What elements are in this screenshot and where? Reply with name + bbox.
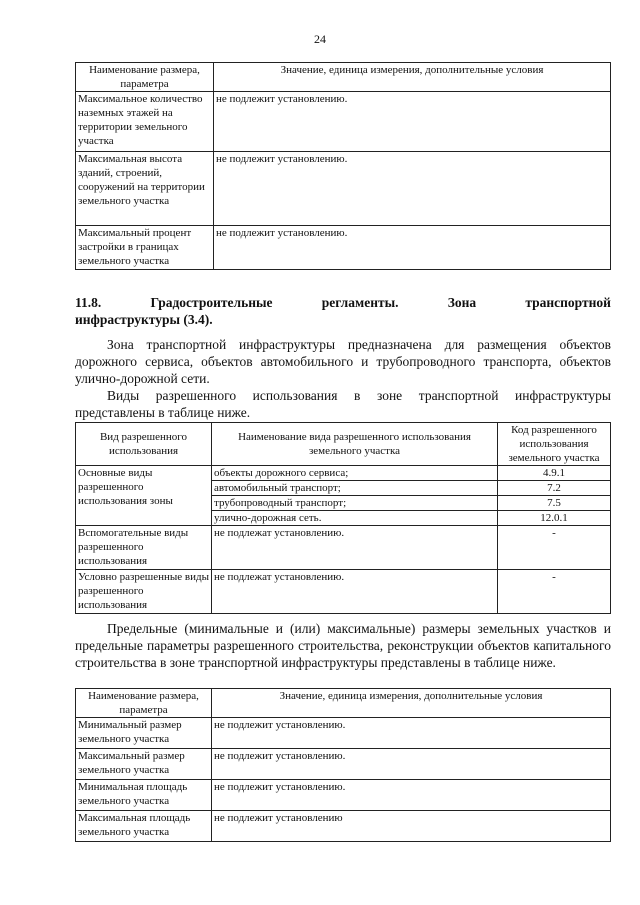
heading-line-2: инфраструктуры (3.4).	[75, 312, 213, 327]
param-value: не подлежит установлению	[212, 811, 611, 842]
intro-paragraphs	[75, 336, 611, 421]
param-value: не подлежит установлению.	[214, 92, 611, 152]
param-value: не подлежит установлению.	[212, 749, 611, 780]
use-code: 12.0.1	[498, 511, 611, 526]
header-cell: Значение, единица измерения, дополнительные условия	[214, 63, 611, 92]
table-row	[76, 152, 611, 226]
use-code: -	[498, 570, 611, 614]
paragraph: Предельные (минимальные и (или) максимальные) размеры земельных участков и предельные параметры разрешенного строительства, реконструкции объектов капитального строительства в зоне транспортной инфраструктуры представлены в таблице ниже.	[75, 621, 611, 670]
permitted-use-table	[75, 422, 611, 614]
limits-paragraph	[75, 620, 611, 671]
section-heading	[75, 294, 611, 328]
use-name: улично-дорожная сеть.	[212, 511, 498, 526]
table-header-row	[76, 63, 611, 92]
parameters-table-2	[75, 688, 611, 842]
table-row	[76, 780, 611, 811]
use-category: Основные виды разрешенного использования зоны	[76, 466, 212, 526]
table-row	[76, 749, 611, 780]
param-name: Максимальное количество наземных этажей на территории земельного участка	[76, 92, 214, 152]
param-name: Минимальная площадь земельного участка	[76, 780, 212, 811]
header-cell: Код разрешенного использования земельного участка	[498, 423, 611, 466]
param-value: не подлежит установлению.	[212, 780, 611, 811]
page-number: 24	[314, 32, 326, 46]
use-category: Вспомогательные виды разрешенного использования	[76, 526, 212, 570]
header-cell: Наименование вида разрешенного использования земельного участка	[212, 423, 498, 466]
param-name: Максимальная площадь земельного участка	[76, 811, 212, 842]
paragraph: Зона транспортной инфраструктуры предназначена для размещения объектов дорожного сервиса, объектов автомобильного и трубопроводного транспорта, объектов улично-дорожной сети.	[75, 337, 611, 386]
table-row	[76, 466, 611, 481]
table-row	[76, 811, 611, 842]
parameters-table-1	[75, 62, 611, 270]
use-name: объекты дорожного сервиса;	[212, 466, 498, 481]
header-cell: Наименование размера, параметра	[76, 63, 214, 92]
param-value: не подлежит установлению.	[214, 152, 611, 226]
table-header-row	[76, 689, 611, 718]
heading-word: 11.8.	[75, 295, 102, 310]
param-name: Максимальный процент застройки в границах земельного участка	[76, 226, 214, 270]
table-row	[76, 526, 611, 570]
param-value: не подлежит установлению.	[212, 718, 611, 749]
param-name: Максимальный размер земельного участка	[76, 749, 212, 780]
heading-word: Градостроительные	[150, 295, 273, 310]
use-code: 7.2	[498, 481, 611, 496]
param-name: Минимальный размер земельного участка	[76, 718, 212, 749]
table-row	[76, 718, 611, 749]
table-row	[76, 570, 611, 614]
header-cell: Значение, единица измерения, дополнительные условия	[212, 689, 611, 718]
table-row	[76, 92, 611, 152]
paragraph: Виды разрешенного использования в зоне транспортной инфраструктуры представлены в таблице ниже.	[75, 388, 611, 420]
use-name: автомобильный транспорт;	[212, 481, 498, 496]
header-cell: Наименование размера, параметра	[76, 689, 212, 718]
table-row	[76, 226, 611, 270]
use-code: 7.5	[498, 496, 611, 511]
table-header-row	[76, 423, 611, 466]
use-category: Условно разрешенные виды разрешенного использования	[76, 570, 212, 614]
param-value: не подлежит установлению.	[214, 226, 611, 270]
use-name: не подлежат установлению.	[212, 526, 498, 570]
header-cell: Вид разрешенного использования	[76, 423, 212, 466]
heading-word: регламенты.	[321, 295, 399, 310]
use-code: -	[498, 526, 611, 570]
use-name: трубопроводный транспорт;	[212, 496, 498, 511]
heading-word: транспортной	[525, 295, 611, 310]
param-name: Максимальная высота зданий, строений, сооружений на территории земельного участка	[76, 152, 214, 226]
heading-word: Зона	[447, 295, 477, 310]
use-name: не подлежат установлению.	[212, 570, 498, 614]
use-code: 4.9.1	[498, 466, 611, 481]
